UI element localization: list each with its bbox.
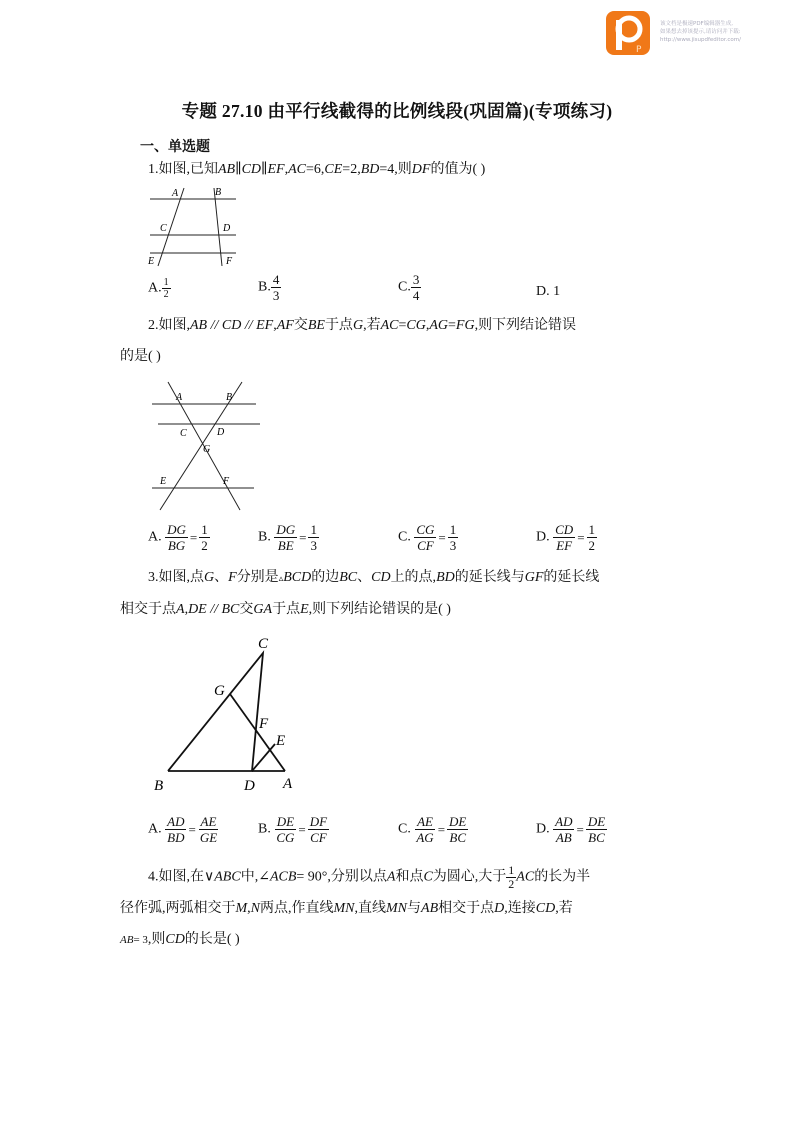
label-A: A — [172, 188, 179, 199]
label-F: F — [223, 476, 230, 487]
label-C: C — [160, 223, 167, 234]
question-2-text-line-2: 的是( ) — [120, 349, 161, 364]
label-F: F — [226, 256, 233, 267]
q2-option-a[interactable]: A. $\frac{DG}{BG}$ = $\frac{1}{2}$ — [148, 522, 208, 553]
q2-option-d[interactable]: D. $\frac{CD}{EF}$ = $\frac{1}{2}$ — [536, 522, 596, 553]
question-4-text-line-1: 4.如图,在∨ABC中,∠ACB= 90°,分别以点A和点C为圆心,大于 $\frac{1}{2}$ AC的长为半 — [148, 863, 591, 891]
logo-note: 该文档是极速PDF编辑器生成, 如果想去掉该提示,请访问并下载: http://www.jisupdfeditor.com/ — [660, 21, 741, 43]
label-D: D — [217, 427, 225, 438]
q3-option-b[interactable]: B. $\frac{DE}{CG}$ = $\frac{DF}{CF}$ — [258, 814, 328, 845]
label-F: F — [259, 716, 269, 732]
label-E: E — [160, 476, 167, 487]
question-3-text-line-1: 3.如图,点G、F分别是▵BCD的边BC、CD上的点,BD的延长线与GF的延长线 — [148, 570, 600, 585]
label-A: A — [283, 776, 293, 792]
section-heading: 一、单选题 — [140, 140, 210, 155]
question-1-text: 1.如图,已知AB∥CD∥EF,AC=6,CE=2,BD=4,则DF的值为( ) — [148, 162, 486, 177]
question-3-text-line-2: 相交于点A,DE // BC交GA于点E,则下列结论错误的是( ) — [120, 602, 451, 617]
question-2-figure — [146, 378, 262, 516]
question-4-text-line-2: 径作弧,两弧相交于M,N两点,作直线MN,直线MN与AB相交于点D,连接CD,若 — [120, 901, 573, 916]
q2-option-b[interactable]: B. $\frac{DG}{BE}$ = $\frac{1}{3}$ — [258, 522, 317, 553]
label-C: C — [258, 636, 269, 652]
page-title: 专题 27.10 由平行线截得的比例线段(巩固篇)(专项练习) — [181, 101, 613, 121]
q3-option-a[interactable]: A. $\frac{AD}{BD}$ = $\frac{AE}{GE}$ — [148, 814, 218, 845]
q2-option-c[interactable]: C. $\frac{CG}{CF}$ = $\frac{1}{3}$ — [398, 522, 457, 553]
question-1-figure — [144, 184, 244, 270]
label-D: D — [244, 778, 255, 794]
q1-option-d[interactable]: D. 1 — [536, 284, 561, 299]
label-A: A — [176, 392, 183, 403]
question-4-text-line-3: AB= 3,则CD的长是( ) — [120, 932, 240, 947]
label-E: E — [276, 733, 286, 749]
q1-option-a[interactable]: A. $\frac{1}{2}$ — [148, 277, 169, 300]
label-B: B — [154, 778, 164, 794]
q1-option-b[interactable]: B. $\frac{4}{3}$ — [258, 272, 280, 303]
label-G: G — [214, 683, 225, 699]
label-C: C — [180, 428, 187, 439]
logo-letter: P — [636, 45, 642, 55]
label-E: E — [148, 256, 155, 267]
question-3-figure — [148, 628, 308, 796]
question-2-text-line-1: 2.如图,AB // CD // EF,AF交BE于点G,若AC=CG,AG=FG,则下列结论错误 — [148, 318, 577, 333]
q3-option-d[interactable]: D. $\frac{AD}{AB}$ = $\frac{DE}{BC}$ — [536, 814, 606, 845]
label-B: B — [226, 392, 233, 403]
q1-option-c[interactable]: C. $\frac{3}{4}$ — [398, 272, 420, 303]
label-G: G — [203, 444, 211, 455]
label-D: D — [223, 223, 231, 234]
q3-option-c[interactable]: C. $\frac{AE}{AG}$ = $\frac{DE}{BC}$ — [398, 814, 467, 845]
label-B: B — [215, 187, 222, 198]
pdf-editor-logo — [605, 10, 651, 56]
